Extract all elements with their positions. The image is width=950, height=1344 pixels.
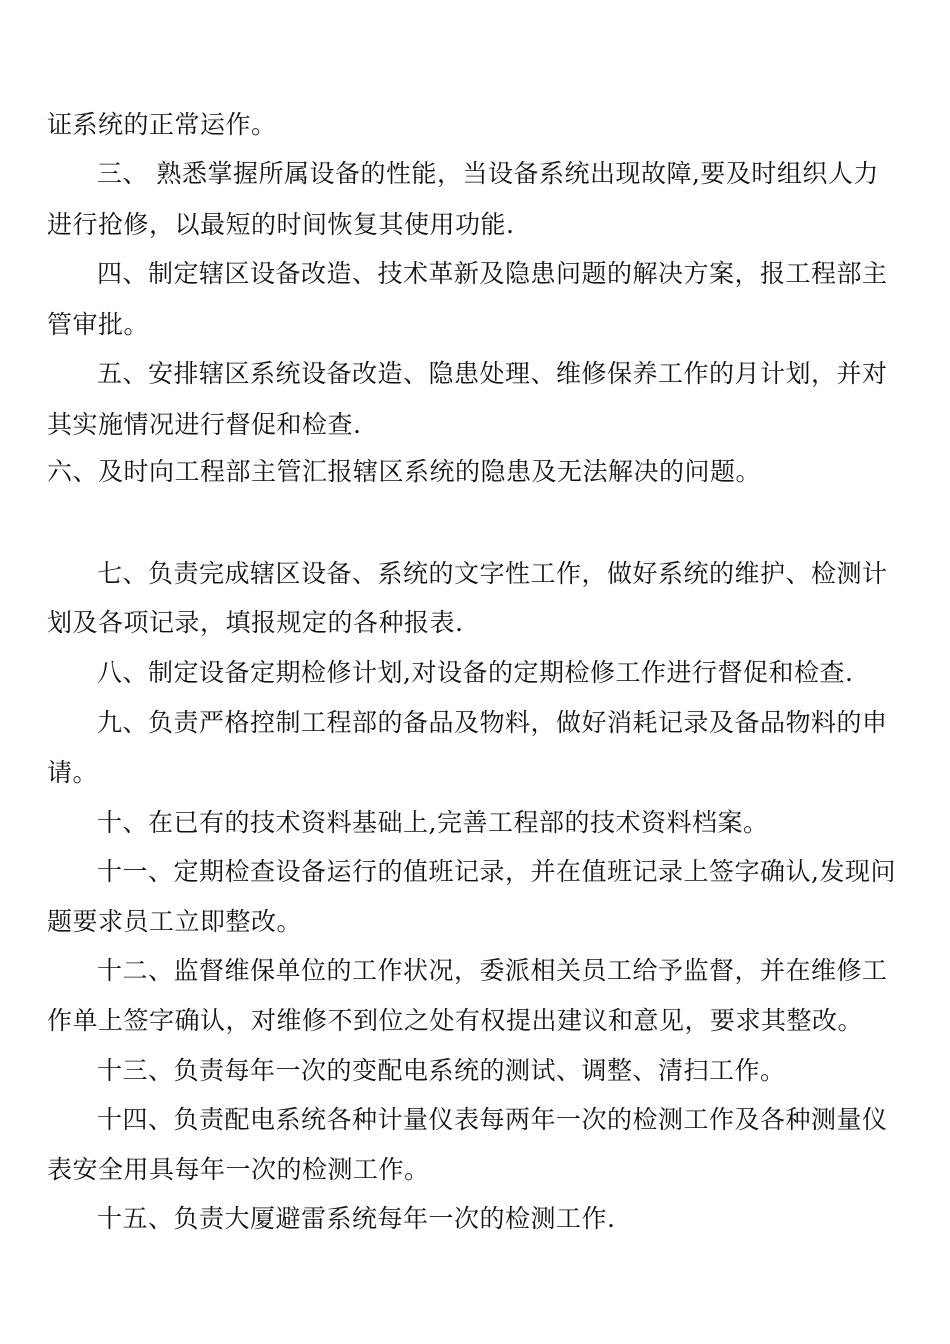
text-line: 九、负责严格控制工程部的备品及物料，做好消耗记录及备品物料的申 xyxy=(97,708,888,737)
text-line: 十四、负责配电系统各种计量仪表每两年一次的检测工作及各种测量仪 xyxy=(97,1105,888,1134)
text-line: 四、制定辖区设备改造、技术革新及隐患问题的解决方案，报工程部主 xyxy=(97,259,888,288)
text-line: 三、 熟悉掌握所属设备的性能，当设备系统出现故障,要及时组织人力 xyxy=(97,159,879,188)
text-line: 进行抢修，以最短的时间恢复其使用功能. xyxy=(47,210,515,239)
text-line: 证系统的正常运作。 xyxy=(47,110,277,139)
text-line: 划及各项记录，填报规定的各种报表. xyxy=(47,608,464,637)
text-line: 题要求员工立即整改。 xyxy=(47,907,303,936)
text-line: 六、及时向工程部主管汇报辖区系统的隐患及无法解决的问题。 xyxy=(47,457,762,486)
text-line: 五、安排辖区系统设备改造、隐患处理、维修保养工作的月计划，并对 xyxy=(97,359,888,388)
text-line: 其实施情况进行督促和检查. xyxy=(47,410,362,439)
text-line: 请。 xyxy=(47,758,99,787)
text-line: 十三、负责每年一次的变配电系统的测试、调整、清扫工作。 xyxy=(97,1056,786,1085)
text-line: 表安全用具每年一次的检测工作。 xyxy=(47,1155,430,1184)
text-line: 十、在已有的技术资料基础上,完善工程部的技术资料档案。 xyxy=(97,808,769,837)
text-line: 十二、监督维保单位的工作状况，委派相关员工给予监督，并在维修工 xyxy=(97,956,888,985)
text-line: 十一、定期检查设备运行的值班记录，并在值班记录上签字确认,发现问 xyxy=(97,857,896,886)
text-line: 管审批。 xyxy=(47,310,150,339)
text-line: 作单上签字确认，对维修不到位之处有权提出建议和意见，要求其整改。 xyxy=(47,1006,864,1035)
text-line: 十五、负责大厦避雷系统每年一次的检测工作. xyxy=(97,1204,616,1233)
text-line: 七、负责完成辖区设备、系统的文字性工作，做好系统的维护、检测计 xyxy=(97,559,888,588)
text-line: 八、制定设备定期检修计划,对设备的定期检修工作进行督促和检查. xyxy=(97,658,854,687)
